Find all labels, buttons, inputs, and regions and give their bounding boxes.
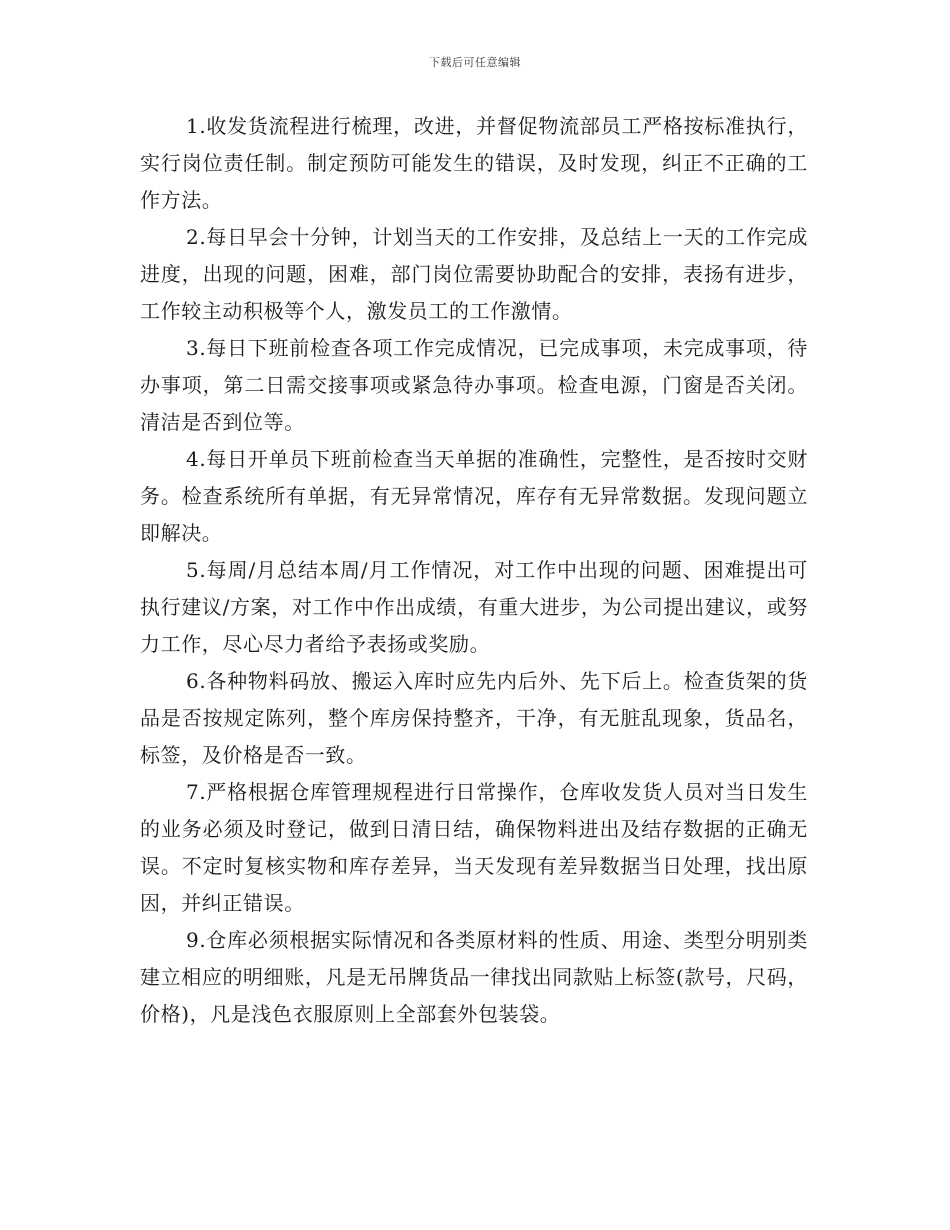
- paragraph-1: 1.收发货流程进行梳理，改进，并督促物流部员工严格按标准执行，实行岗位责任制。制定预防可能发生的错误，及时发现，纠正不正确的工作方法。: [140, 114, 808, 212]
- paragraph-9: 9.仓库必须根据实际情况和各类原材料的性质、用途、类型分明别类建立相应的明细账，凡是无吊牌货品一律找出同款贴上标签(款号，尺码，价格)，凡是浅色衣服原则上全部套外包装袋。: [140, 928, 808, 1026]
- paragraph-6: 6.各种物料码放、搬运入库时应先内后外、先下后上。检查货架的货品是否按规定陈列，整个库房保持整齐，干净，有无脏乱现象，货品名，标签，及价格是否一致。: [140, 669, 808, 767]
- paragraph-7: 7.严格根据仓库管理规程进行日常操作，仓库收发货人员对当日发生的业务必须及时登记，做到日清日结，确保物料进出及结存数据的正确无误。不定时复核实物和库存差异，当天发现有差异数据当日处理，找出原因，并纠正错误。: [140, 780, 808, 915]
- paragraph-4: 4.每日开单员下班前检查当天单据的准确性，完整性，是否按时交财务。检查系统所有单据，有无异常情况，库存有无异常数据。发现问题立即解决。: [140, 447, 808, 545]
- page-header: 下载后可任意编辑: [429, 56, 521, 69]
- paragraph-5: 5.每周/月总结本周/月工作情况，对工作中出现的问题、困难提出可执行建议/方案，对工作中作出成绩，有重大进步，为公司提出建议，或努力工作，尽心尽力者给予表扬或奖励。: [140, 558, 808, 656]
- paragraph-2: 2.每日早会十分钟，计划当天的工作安排，及总结上一天的工作完成进度，出现的问题，困难，部门岗位需要协助配合的安排，表扬有进步，工作较主动积极等个人，激发员工的工作激情。: [140, 225, 808, 323]
- paragraph-3: 3.每日下班前检查各项工作完成情况，已完成事项，未完成事项，待办事项，第二日需交接事项或紧急待办事项。检查电源，门窗是否关闭。清洁是否到位等。: [140, 336, 808, 434]
- document-body: [140, 108, 808, 1033]
